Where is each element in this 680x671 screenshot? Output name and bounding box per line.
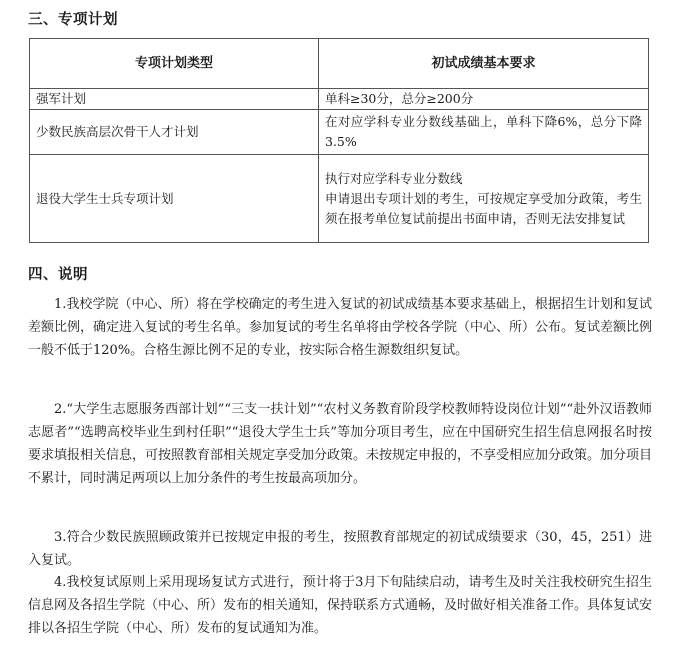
note-paragraph-2: 2.“大学生志愿服务西部计划”“三支一扶计划”“农村义务教育阶段学校教师特设岗位计划”“赴外汉语教师志愿者”“选聘高校毕业生到村任职”“退役大学生士兵”等加分项目考生，应在中国研究生招生信息网报名时按要求填报相关信息，可按照教育部相关规定享受加分政策。未按规定申报的，不享受相应加分政策。加分项目不累计，同时满足两项以上加分条件的考生按最高项加分。 [28,402,653,486]
special-plan-table [29,38,649,243]
requirement-cell [319,110,649,155]
note-paragraph-4: 4.我校复试原则上采用现场复试方式进行，预计将于3月下旬陆续启动，请考生及时关注我校研究生招生信息网及各招生学院（中心、所）发布的相关通知，保持联系方式通畅，及时做好相关准备工作。具体复试安排以各招生学院（中心、所）发布的复试通知为准。 [28,575,653,636]
note-paragraph-3: 3.符合少数民族照顾政策并已按规定申报的考生，按照教育部规定的初试成绩要求（30，45，251）进入复试。 [28,530,652,568]
requirement-text: 在对应学科专业分数线基础上，单科下降6%，总分下降3.5% [325,114,642,149]
section-heading-notes: 四、说明 [28,266,88,283]
requirement-cell [319,155,649,243]
note-paragraph-1: 1.我校学院（中心、所）将在学校确定的考生进入复试的初试成绩基本要求基础上，根据招生计划和复试差额比例，确定进入复试的考生名单。参加复试的考生名单将由学校各学院（中心、所）公布。复试差额比例一般不低于120%。合格生源比例不足的专业，按实际合格生源数组织复试。 [28,297,653,358]
requirement-text: 单科≥30分，总分≥200分 [325,91,474,106]
header-plan-type: 专项计划类型 [30,39,319,89]
plan-type-cell: 少数民族高层次骨干人才计划 [30,110,319,155]
table-row [30,155,649,243]
section-heading-special-plans: 三、专项计划 [28,11,118,28]
requirement-text: 申请退出专项计划的考生，可按规定享受加分政策，考生须在报考单位复试前提出书面申请，否则无法安排复试 [325,190,642,226]
table-row [30,89,649,110]
plan-type-cell: 退役大学生士兵专项计划 [30,155,319,243]
plan-type-cell: 强军计划 [30,89,319,110]
table-header-row [30,39,649,89]
requirement-text: 执行对应学科专业分数线 [325,170,463,186]
header-score-requirement: 初试成绩基本要求 [319,39,649,89]
table-row [30,110,649,155]
requirement-cell [319,89,649,110]
